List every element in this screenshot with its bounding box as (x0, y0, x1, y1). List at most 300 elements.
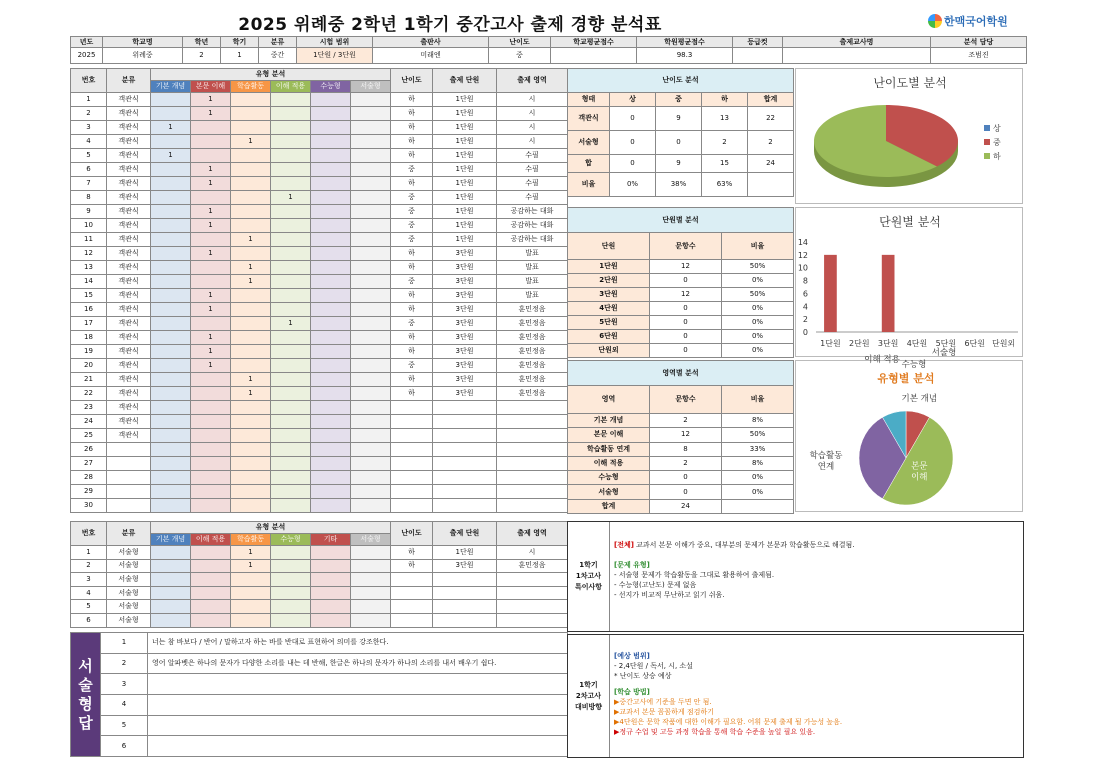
row-no: 18 (71, 331, 107, 345)
type-mark-cell (151, 387, 191, 401)
row-difficulty (391, 471, 433, 485)
row-no: 29 (71, 485, 107, 499)
type-mark-cell: 1 (191, 93, 231, 107)
type-mark-cell (351, 303, 391, 317)
row-unit (433, 499, 497, 513)
info-value: 98.3 (637, 48, 733, 64)
type-mark-cell (311, 559, 351, 573)
subcol-header: 기본 개념 (151, 81, 191, 93)
legend-label: 하 (993, 152, 1001, 161)
type-mark-cell (191, 401, 231, 415)
essay-answer-table (70, 632, 568, 757)
row-unit (433, 573, 497, 587)
type-mark-cell (151, 373, 191, 387)
type-mark-cell (311, 471, 351, 485)
y-tick-label: 4 (802, 302, 808, 312)
info-header: 학교명 (103, 37, 183, 48)
type-mark-cell: 1 (231, 373, 271, 387)
type-mark-cell (351, 135, 391, 149)
info-value: 2025 (71, 48, 103, 64)
row-area: 시 (497, 546, 568, 560)
difficulty-row (568, 107, 794, 131)
type-mark-cell (191, 613, 231, 627)
row-unit: 1단원 (433, 205, 497, 219)
legend-label: 중 (993, 138, 1001, 147)
row-area: 공감하는 대화 (497, 219, 568, 233)
difficulty-cell: 2 (748, 131, 794, 155)
type-mark-cell (311, 373, 351, 387)
type-mark-cell (351, 586, 391, 600)
x-tick-label: 3단원 (877, 339, 899, 348)
row-type: 객관식 (107, 275, 151, 289)
difficulty-row (568, 155, 794, 173)
y-tick-label: 14 (797, 238, 808, 247)
type-mark-cell (151, 177, 191, 191)
area-cell: 12 (650, 428, 722, 442)
answer-no: 3 (101, 674, 148, 695)
y-tick-label: 12 (797, 250, 808, 260)
unit-cell: 0 (650, 330, 722, 344)
col-no: 번호 (71, 69, 107, 93)
type-mark-cell (271, 219, 311, 233)
difficulty-cell: 38% (656, 173, 702, 197)
row-unit: 1단원 (433, 163, 497, 177)
row-no: 2 (71, 559, 107, 573)
row-unit: 1단원 (433, 191, 497, 205)
table-row (71, 233, 568, 247)
row-type: 객관식 (107, 345, 151, 359)
type-mark-cell (151, 303, 191, 317)
row-area (497, 499, 568, 513)
row-type: 서술형 (107, 573, 151, 587)
row-difficulty: 하 (391, 247, 433, 261)
answer-text (148, 674, 568, 695)
table-row (71, 289, 568, 303)
type-mark-cell (191, 457, 231, 471)
type-mark-cell (151, 247, 191, 261)
row-difficulty: 하 (391, 345, 433, 359)
table-row (71, 546, 568, 560)
type-mark-cell: 1 (231, 546, 271, 560)
type-mark-cell (151, 546, 191, 560)
table-row (71, 373, 568, 387)
row-area: 훈민정음 (497, 559, 568, 573)
unit-cell: 50% (722, 260, 794, 274)
essay-col-unit: 출제 단원 (433, 522, 497, 546)
type-mark-cell (151, 471, 191, 485)
unit-row (568, 302, 794, 316)
type-mark-cell (351, 121, 391, 135)
type-mark-cell (271, 546, 311, 560)
type-mark-cell (351, 177, 391, 191)
type-mark-cell (271, 559, 311, 573)
row-unit: 3단원 (433, 275, 497, 289)
type-mark-cell: 1 (191, 163, 231, 177)
slice-label: 연계 (817, 462, 835, 472)
notes2-label-2: 2차고사 (575, 691, 602, 700)
info-value: 중간 (259, 48, 297, 64)
type-mark-cell (231, 600, 271, 614)
type-mark-cell (311, 359, 351, 373)
type-mark-cell (311, 303, 351, 317)
row-difficulty: 중 (391, 219, 433, 233)
type-mark-cell (151, 485, 191, 499)
type-mark-cell (351, 163, 391, 177)
type-mark-cell: 1 (231, 233, 271, 247)
row-difficulty: 하 (391, 177, 433, 191)
type-mark-cell (311, 219, 351, 233)
type-mark-cell (231, 247, 271, 261)
row-unit (433, 443, 497, 457)
legend-swatch (984, 139, 990, 145)
type-mark-cell (271, 415, 311, 429)
col-area: 출제 영역 (497, 69, 568, 93)
type-mark-cell: 1 (231, 135, 271, 149)
row-type: 객관식 (107, 219, 151, 233)
area-row (568, 428, 794, 442)
x-tick-label: 1단원 (820, 339, 841, 348)
type-mark-cell (311, 499, 351, 513)
answer-text (148, 695, 568, 716)
row-type: 객관식 (107, 121, 151, 135)
table-row (71, 149, 568, 163)
x-tick-label: 2단원 (849, 339, 870, 348)
row-no: 11 (71, 233, 107, 247)
info-header: 년도 (71, 37, 103, 48)
essay-question-table (70, 521, 568, 628)
type-pie-svg (796, 348, 1024, 513)
type-mark-cell (311, 317, 351, 331)
row-area: 수필 (497, 177, 568, 191)
type-mark-cell: 1 (231, 559, 271, 573)
table-row (71, 586, 568, 600)
type-mark-cell: 1 (191, 289, 231, 303)
type-mark-cell (151, 457, 191, 471)
difficulty-cell: 비율 (568, 173, 610, 197)
type-mark-cell (351, 387, 391, 401)
table-row (71, 121, 568, 135)
unit-cell: 0 (650, 316, 722, 330)
type-mark-cell (191, 121, 231, 135)
row-type: 서술형 (107, 600, 151, 614)
col-type: 분류 (107, 69, 151, 93)
notes2-label (568, 635, 610, 757)
area-cell: 0 (650, 471, 722, 485)
type-mark-cell (231, 359, 271, 373)
answer-text: 너는 참 바보다 / 반어 / 말하고자 하는 바를 반대로 표현하여 의미를 강조한다. (148, 633, 568, 654)
type-mark-cell (151, 261, 191, 275)
subcol-header: 이해 적용 (271, 81, 311, 93)
difficulty-cell: 9 (656, 155, 702, 173)
type-mark-cell (351, 559, 391, 573)
row-area (497, 429, 568, 443)
row-difficulty (391, 613, 433, 627)
notes1-label-3: 특이사항 (574, 583, 603, 591)
type-mark-cell (231, 573, 271, 587)
area-cell: 0% (722, 485, 794, 499)
type-mark-cell (311, 149, 351, 163)
unit-header: 단원 (568, 233, 650, 260)
notes2-line3: * 난이도 상승 예상 (614, 672, 672, 680)
info-header: 학기 (221, 37, 259, 48)
row-no: 1 (71, 93, 107, 107)
row-unit: 1단원 (433, 107, 497, 121)
essay-col-type: 분류 (107, 522, 151, 546)
type-mark-cell (271, 345, 311, 359)
row-unit: 1단원 (433, 93, 497, 107)
type-mark-cell (311, 586, 351, 600)
row-type: 객관식 (107, 387, 151, 401)
unit-cell: 50% (722, 288, 794, 302)
row-difficulty: 중 (391, 275, 433, 289)
row-area: 수필 (497, 149, 568, 163)
type-mark-cell (231, 499, 271, 513)
type-mark-cell (231, 219, 271, 233)
difficulty-cell: 15 (702, 155, 748, 173)
type-mark-cell: 1 (151, 149, 191, 163)
answer-text: 영어 알파벳은 하나의 문자가 다양한 소리를 내는 데 반해, 한글은 하나의 문자가 하나의 소리를 내서 배우기 쉽다. (148, 653, 568, 674)
type-mark-cell (351, 613, 391, 627)
area-cell: 2 (650, 456, 722, 470)
essay-answer-label-char: 답 (78, 713, 93, 732)
type-mark-cell (271, 303, 311, 317)
row-area: 훈민정음 (497, 345, 568, 359)
type-mark-cell (271, 387, 311, 401)
type-mark-cell (231, 289, 271, 303)
answer-text (148, 715, 568, 736)
type-mark-cell (191, 573, 231, 587)
row-type: 객관식 (107, 303, 151, 317)
difficulty-header: 하 (702, 93, 748, 107)
unit-chart (795, 207, 1023, 357)
table-row (71, 401, 568, 415)
table-row (71, 247, 568, 261)
subcol-header: 본문 이해 (191, 81, 231, 93)
type-mark-cell (191, 600, 231, 614)
area-cell: 합계 (568, 499, 650, 513)
row-area: 훈민정음 (497, 317, 568, 331)
notes2-tag-method: [학습 방법] (614, 688, 650, 696)
type-mark-cell (351, 275, 391, 289)
row-type: 객관식 (107, 233, 151, 247)
type-mark-cell (271, 573, 311, 587)
answer-text (148, 736, 568, 757)
essay-answer-label-char: 술 (78, 675, 93, 694)
row-area: 수필 (497, 163, 568, 177)
type-mark-cell: 1 (191, 247, 231, 261)
type-mark-cell (151, 191, 191, 205)
unit-row (568, 316, 794, 330)
row-no: 19 (71, 345, 107, 359)
area-cell: 8% (722, 456, 794, 470)
area-row (568, 499, 794, 513)
difficulty-cell: 객관식 (568, 107, 610, 131)
row-type: 서술형 (107, 613, 151, 627)
row-unit (433, 401, 497, 415)
bar (882, 255, 895, 332)
notes1-label (568, 522, 610, 631)
type-mark-cell (311, 331, 351, 345)
type-mark-cell (191, 275, 231, 289)
unit-cell: 단원외 (568, 344, 650, 358)
row-difficulty: 하 (391, 373, 433, 387)
type-mark-cell (191, 485, 231, 499)
notes2-line8: ▶정규 수업 및 고등 과정 학습을 통해 학습 수준을 높일 필요 있음. (614, 728, 816, 736)
type-mark-cell (231, 443, 271, 457)
unit-cell: 6단원 (568, 330, 650, 344)
row-area: 훈민정음 (497, 303, 568, 317)
table-row (71, 275, 568, 289)
unit-cell: 0 (650, 302, 722, 316)
type-mark-cell (351, 107, 391, 121)
essay-col-no: 번호 (71, 522, 107, 546)
row-area: 시 (497, 107, 568, 121)
info-header: 시험 범위 (297, 37, 373, 48)
type-mark-cell (271, 429, 311, 443)
row-unit: 3단원 (433, 359, 497, 373)
row-no: 20 (71, 359, 107, 373)
area-analysis-table (567, 360, 794, 514)
info-value: 1단원 / 3단원 (297, 48, 373, 64)
table-row (71, 345, 568, 359)
type-mark-cell (191, 233, 231, 247)
row-no: 30 (71, 499, 107, 513)
type-mark-cell (191, 471, 231, 485)
type-mark-cell (151, 429, 191, 443)
type-mark-cell (271, 177, 311, 191)
academy-logo (928, 13, 1008, 29)
difficulty-cell: 0 (610, 107, 656, 131)
table-row (71, 163, 568, 177)
essay-subcol-header: 서술형 (351, 534, 391, 546)
area-row (568, 442, 794, 456)
type-mark-cell: 1 (191, 219, 231, 233)
row-area: 훈민정음 (497, 359, 568, 373)
type-mark-cell (231, 107, 271, 121)
table-row (71, 303, 568, 317)
area-cell: 기본 개념 (568, 414, 650, 428)
row-unit (433, 600, 497, 614)
type-mark-cell (311, 107, 351, 121)
type-mark-cell: 1 (191, 303, 231, 317)
info-value: 1 (221, 48, 259, 64)
answer-row (71, 674, 568, 695)
unit-header: 비율 (722, 233, 794, 260)
type-mark-cell (271, 233, 311, 247)
subcol-header: 학습활동 (231, 81, 271, 93)
type-mark-cell (311, 247, 351, 261)
slice-label: 본문 (911, 461, 928, 472)
row-no: 13 (71, 261, 107, 275)
row-difficulty: 중 (391, 191, 433, 205)
type-mark-cell (151, 275, 191, 289)
row-unit: 3단원 (433, 331, 497, 345)
unit-cell: 0% (722, 316, 794, 330)
area-header: 영역 (568, 386, 650, 414)
type-mark-cell (351, 149, 391, 163)
answer-no: 1 (101, 633, 148, 654)
slice-label: 학습활동 (809, 451, 843, 461)
row-no: 27 (71, 457, 107, 471)
slice-label: 기본 개념 (901, 394, 938, 405)
type-mark-cell (231, 415, 271, 429)
row-type: 객관식 (107, 107, 151, 121)
row-type: 객관식 (107, 261, 151, 275)
slice-label: 수능형 (901, 360, 927, 370)
type-mark-cell (351, 93, 391, 107)
unit-cell: 0 (650, 274, 722, 288)
table-row (71, 261, 568, 275)
info-header: 학원평균점수 (637, 37, 733, 48)
essay-subcol-header: 수능형 (271, 534, 311, 546)
table-row (71, 499, 568, 513)
table-row (71, 443, 568, 457)
type-mark-cell (351, 401, 391, 415)
area-cell: 8% (722, 414, 794, 428)
type-mark-cell (311, 205, 351, 219)
slice-label: 이해 (911, 472, 928, 483)
notes1-label-2: 1차고사 (575, 572, 602, 580)
row-difficulty: 중 (391, 205, 433, 219)
difficulty-cell: 합 (568, 155, 610, 173)
type-mark-cell (351, 546, 391, 560)
row-difficulty (391, 457, 433, 471)
row-difficulty (391, 573, 433, 587)
row-area (497, 613, 568, 627)
area-cell: 학습활동 연계 (568, 442, 650, 456)
area-cell: 8 (650, 442, 722, 456)
table-row (71, 559, 568, 573)
info-header: 등급컷 (733, 37, 783, 48)
chart-title: 난이도별 분석 (873, 76, 947, 90)
type-mark-cell (351, 219, 391, 233)
page-title: 2025 위례중 2학년 1학기 중간고사 출제 경향 분석표 (238, 15, 662, 35)
type-mark-cell (271, 247, 311, 261)
table-row (71, 485, 568, 499)
row-area (497, 457, 568, 471)
type-mark-cell (311, 613, 351, 627)
table-row (71, 93, 568, 107)
type-mark-cell (271, 163, 311, 177)
type-mark-cell (311, 93, 351, 107)
row-type: 객관식 (107, 93, 151, 107)
notes2-line7: ▶4단원은 문학 작품에 대한 이해가 필요함. 어휘 문제 출제 될 가능성 높음. (614, 718, 843, 726)
row-unit: 3단원 (433, 387, 497, 401)
type-mark-cell: 1 (231, 261, 271, 275)
difficulty-cell: 24 (748, 155, 794, 173)
row-area (497, 443, 568, 457)
type-mark-cell (311, 289, 351, 303)
type-mark-cell (151, 93, 191, 107)
difficulty-pie-svg (796, 69, 1024, 205)
unit-cell: 12 (650, 260, 722, 274)
type-mark-cell (311, 261, 351, 275)
type-mark-cell (191, 443, 231, 457)
notes-first-exam (567, 521, 1024, 632)
area-cell: 수능형 (568, 471, 650, 485)
row-difficulty: 하 (391, 387, 433, 401)
type-mark-cell (151, 107, 191, 121)
difficulty-cell: 63% (702, 173, 748, 197)
answer-row (71, 633, 568, 654)
area-cell: 24 (650, 499, 722, 513)
row-difficulty: 하 (391, 107, 433, 121)
notes1-label-1: 1학기 (579, 561, 598, 569)
info-value (733, 48, 783, 64)
type-mark-cell (311, 401, 351, 415)
row-unit: 1단원 (433, 121, 497, 135)
row-no: 8 (71, 191, 107, 205)
